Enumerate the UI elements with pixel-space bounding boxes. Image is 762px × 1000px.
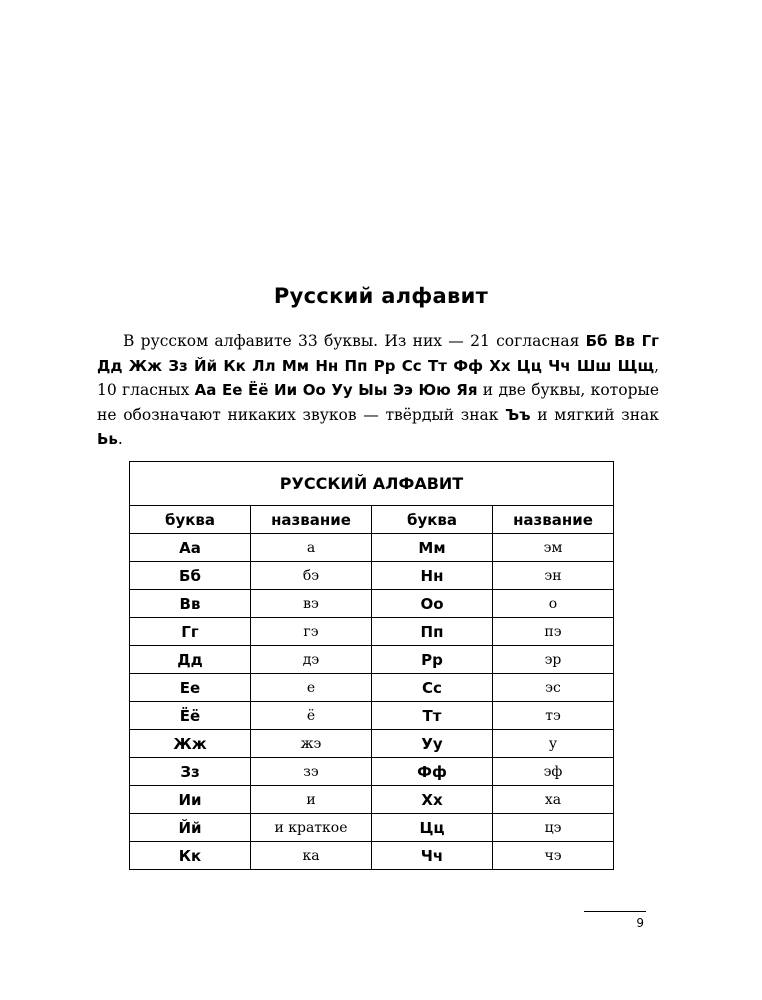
name-cell: гэ xyxy=(251,618,372,646)
letter-cell: Оо xyxy=(372,590,493,618)
name-cell: бэ xyxy=(251,562,372,590)
table-row xyxy=(130,814,614,842)
page-title: Русский алфавит xyxy=(273,284,489,308)
name-cell: ё xyxy=(251,702,372,730)
name-cell: чэ xyxy=(493,842,614,870)
letter-cell: Кк xyxy=(130,842,251,870)
table-row xyxy=(130,618,614,646)
letter-cell: Тт xyxy=(372,702,493,730)
name-cell: е xyxy=(251,674,372,702)
table-caption: РУССКИЙ АЛФАВИТ xyxy=(130,462,614,506)
table-header-row xyxy=(130,506,614,534)
letter-cell: Ее xyxy=(130,674,251,702)
letter-cell: Ии xyxy=(130,786,251,814)
intro-text-1: В русском алфавите 33 буквы. Из них — 21 согласная xyxy=(123,332,586,350)
letter-cell: Жж xyxy=(130,730,251,758)
name-cell: эф xyxy=(493,758,614,786)
name-cell: эм xyxy=(493,534,614,562)
table-row xyxy=(130,562,614,590)
letter-cell: Зз xyxy=(130,758,251,786)
name-cell: ка xyxy=(251,842,372,870)
letter-cell: Сс xyxy=(372,674,493,702)
name-cell: и краткое xyxy=(251,814,372,842)
header-letter-1: буква xyxy=(130,506,251,534)
letter-cell: Чч xyxy=(372,842,493,870)
letter-cell: Вв xyxy=(130,590,251,618)
header-letter-2: буква xyxy=(372,506,493,534)
name-cell: эс xyxy=(493,674,614,702)
header-name-1: название xyxy=(251,506,372,534)
header-name-2: название xyxy=(493,506,614,534)
table-row xyxy=(130,702,614,730)
intro-text-2: , 10 гласных xyxy=(97,356,659,399)
letter-cell: Нн xyxy=(372,562,493,590)
name-cell: цэ xyxy=(493,814,614,842)
letter-cell: Хх xyxy=(372,786,493,814)
name-cell: о xyxy=(493,590,614,618)
alphabet-table xyxy=(129,461,614,870)
soft-sign: Ьь xyxy=(97,430,118,448)
page-number: 9 xyxy=(636,916,644,930)
name-cell: ха xyxy=(493,786,614,814)
table-row xyxy=(130,590,614,618)
letter-cell: Ёё xyxy=(130,702,251,730)
table-row xyxy=(130,842,614,870)
table-row xyxy=(130,646,614,674)
letter-cell: Рр xyxy=(372,646,493,674)
name-cell: а xyxy=(251,534,372,562)
hard-sign: Ъъ xyxy=(505,405,531,424)
table-row xyxy=(130,758,614,786)
name-cell: у xyxy=(493,730,614,758)
table-body xyxy=(130,534,614,870)
name-cell: эн xyxy=(493,562,614,590)
table-row xyxy=(130,674,614,702)
name-cell: дэ xyxy=(251,646,372,674)
letter-cell: Гг xyxy=(130,618,251,646)
name-cell: и xyxy=(251,786,372,814)
name-cell: пэ xyxy=(493,618,614,646)
table-row xyxy=(130,786,614,814)
letter-cell: Уу xyxy=(372,730,493,758)
letter-cell: Бб xyxy=(130,562,251,590)
footer-rule xyxy=(584,911,646,912)
letter-cell: Йй xyxy=(130,814,251,842)
name-cell: эр xyxy=(493,646,614,674)
intro-paragraph xyxy=(97,329,659,452)
letter-cell: Мм xyxy=(372,534,493,562)
intro-text-3: и две буквы, которые не обозначают никаких звуков — твёрдый знак xyxy=(97,381,659,424)
vowel-list: Аа Ее Ёё Ии Оо Уу Ыы Ээ Юю Яя xyxy=(194,381,478,399)
intro-text-5: . xyxy=(117,430,123,448)
name-cell: вэ xyxy=(251,590,372,618)
consonant-list: Бб Вв Гг Дд Жж Зз Йй Кк Лл Мм Нн Пп Рр Сс Тт Фф Хх Цц Чч Шш Щщ xyxy=(97,332,659,375)
letter-cell: Дд xyxy=(130,646,251,674)
letter-cell: Цц xyxy=(372,814,493,842)
letter-cell: Аа xyxy=(130,534,251,562)
name-cell: жэ xyxy=(251,730,372,758)
letter-cell: Пп xyxy=(372,618,493,646)
table-row xyxy=(130,534,614,562)
table-row xyxy=(130,730,614,758)
name-cell: зэ xyxy=(251,758,372,786)
name-cell: тэ xyxy=(493,702,614,730)
letter-cell: Фф xyxy=(372,758,493,786)
intro-text-4: и мягкий знак xyxy=(530,405,659,424)
